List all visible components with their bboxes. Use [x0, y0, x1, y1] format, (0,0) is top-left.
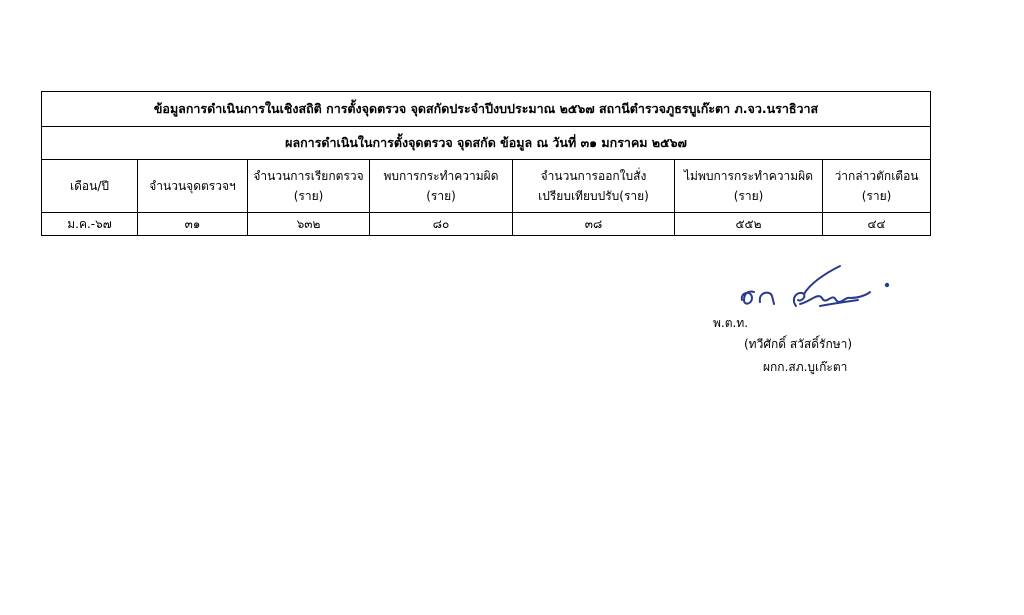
col-header-line1: จำนวนการเรียกตรวจ [253, 169, 364, 183]
col-header-inspections [248, 160, 370, 213]
signature-strokes [742, 266, 888, 306]
cell-month: ม.ค.-๖๗ [42, 213, 138, 236]
col-header-checkpoints [138, 160, 248, 213]
cell-checkpoints: ๓๑ [138, 213, 248, 236]
signature-rank: พ.ต.ท. [713, 316, 749, 330]
col-header-line1: ไม่พบการกระทำความผิด [684, 169, 813, 183]
cell-warnings: ๔๔ [823, 213, 931, 236]
signature-position: ผกก.สภ.บูเก๊ะตา [763, 360, 848, 374]
col-header-line1: เดือน/ปี [70, 179, 109, 193]
report-title: ข้อมูลการดำเนินการในเชิงสถิติ การตั้งจุดตรวจ จุดสกัดประจำปีงบประมาณ ๒๕๖๗ สถานีตำรวจภูธรบูเก๊ะตา ภ.จว.นราธิวาส [42, 92, 931, 127]
cell-no-offense: ๕๕๒ [675, 213, 823, 236]
cell-inspections: ๖๓๒ [248, 213, 370, 236]
col-header-line1: จำนวนจุดตรวจฯ [149, 179, 236, 193]
cell-offenses-found: ๘๐ [370, 213, 513, 236]
col-header-tickets [513, 160, 675, 213]
col-header-line2: (ราย) [861, 189, 892, 203]
report-table [41, 91, 931, 236]
col-header-line1: พบการกระทำความผิด [383, 169, 499, 183]
signature-name: (ทวีศักดิ์ สวัสดิ์รักษา) [744, 337, 853, 351]
cell-tickets: ๓๘ [513, 213, 675, 236]
col-header-line1: จำนวนการออกใบสั่ง [540, 169, 647, 183]
col-header-offenses-found [370, 160, 513, 213]
col-header-line2: เปรียบเทียบปรับ(ราย) [538, 189, 649, 203]
col-header-no-offense [675, 160, 823, 213]
col-header-warnings [823, 160, 931, 213]
col-header-line2: (ราย) [426, 189, 456, 203]
col-header-line2: (ราย) [293, 189, 324, 203]
col-header-month [42, 160, 138, 213]
report-subtitle: ผลการดำเนินในการตั้งจุดตรวจ จุดสกัด ข้อมูล ณ วันที่ ๓๑ มกราคม ๒๕๖๗ [42, 127, 931, 160]
col-header-line2: (ราย) [733, 189, 764, 203]
table-row [42, 213, 931, 236]
col-header-line1: ว่ากล่าวตักเตือน [834, 169, 919, 183]
